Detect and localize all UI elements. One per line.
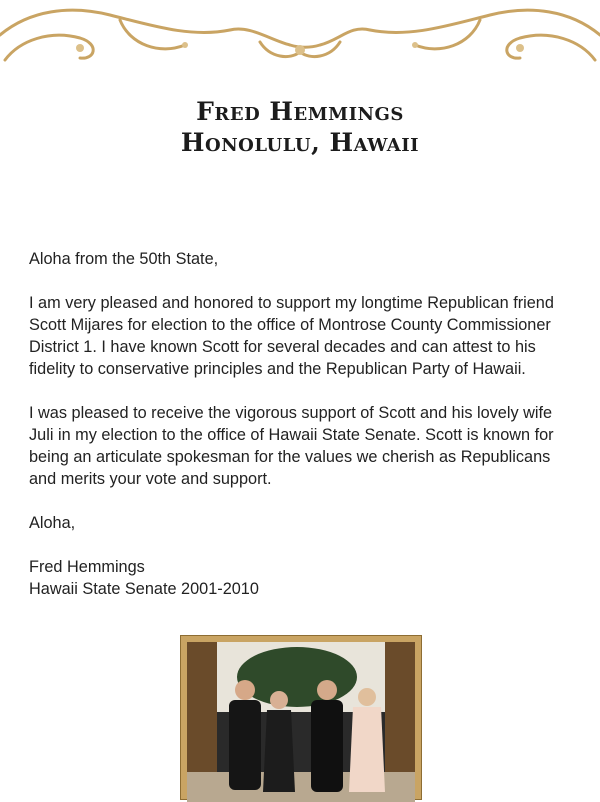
signature-title: Hawaii State Senate 2001-2010 (29, 580, 259, 598)
letter-greeting: Aloha from the 50th State, (29, 250, 219, 268)
group-photo (187, 642, 415, 802)
letter-body (29, 248, 574, 600)
letter-closing: Aloha, (29, 514, 76, 532)
letterhead (0, 96, 600, 158)
signature-name: Fred Hemmings (29, 558, 145, 576)
letter-paragraph-1: I am very pleased and honored to support my longtime Republican friend Scott Mijares for election to the office of Montrose County Commissioner District 1. I have known Scott for several decades and can attest to his fidelity to conservative principles and the Republican Party of Hawaii. (29, 294, 554, 378)
letter-paragraph-2: I was pleased to receive the vigorous support of Scott and his lovely wife Juli in my election to the office of Hawaii State Senate. Scott is known for being an articulate spokesman for the values we cherish as Republicans and merits your vote and support. (29, 404, 554, 488)
header-name: Fred Hemmings (196, 97, 404, 126)
decorative-scroll-ornament (0, 0, 600, 75)
photo-frame (180, 635, 422, 800)
header-location: Honolulu, Hawaii (180, 128, 420, 157)
